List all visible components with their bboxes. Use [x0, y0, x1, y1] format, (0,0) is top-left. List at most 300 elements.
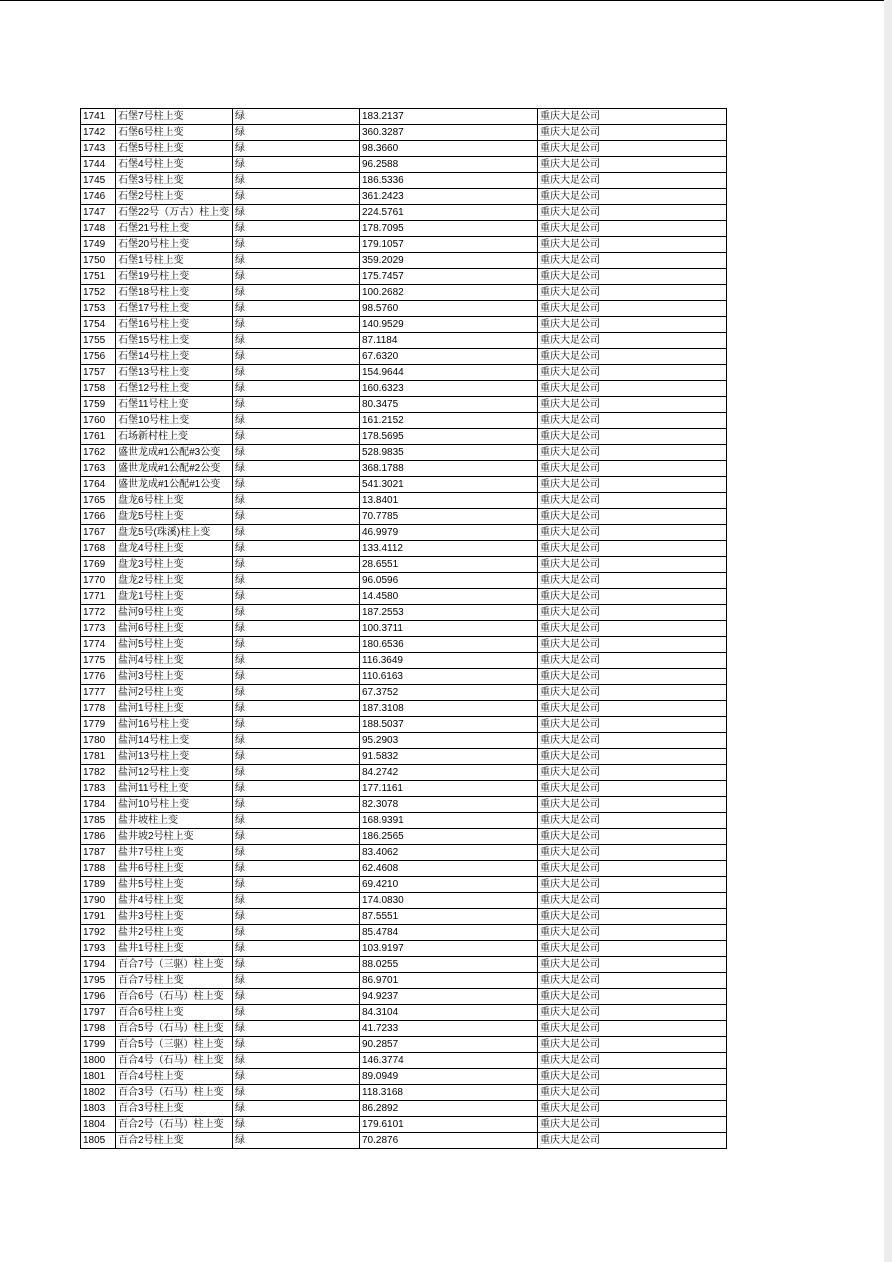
value-cell[interactable]: 98.5760: [360, 301, 538, 317]
status-color-cell[interactable]: 绿: [233, 765, 360, 781]
status-color-cell[interactable]: 绿: [233, 1133, 360, 1149]
company-cell[interactable]: 重庆大足公司: [538, 829, 727, 845]
status-color-cell[interactable]: 绿: [233, 541, 360, 557]
row-id-cell[interactable]: 1774: [81, 637, 116, 653]
value-cell[interactable]: 28.6551: [360, 557, 538, 573]
status-color-cell[interactable]: 绿: [233, 1021, 360, 1037]
company-cell[interactable]: 重庆大足公司: [538, 301, 727, 317]
row-id-cell[interactable]: 1788: [81, 861, 116, 877]
company-cell[interactable]: 重庆大足公司: [538, 1021, 727, 1037]
status-color-cell[interactable]: 绿: [233, 829, 360, 845]
transformer-name-cell[interactable]: 盘龙6号柱上变: [116, 493, 233, 509]
transformer-name-cell[interactable]: 盘龙3号柱上变: [116, 557, 233, 573]
transformer-name-cell[interactable]: 石堡19号柱上变: [116, 269, 233, 285]
value-cell[interactable]: 13.8401: [360, 493, 538, 509]
value-cell[interactable]: 67.6320: [360, 349, 538, 365]
status-color-cell[interactable]: 绿: [233, 397, 360, 413]
row-id-cell[interactable]: 1793: [81, 941, 116, 957]
transformer-name-cell[interactable]: 百合5号（石马）柱上变: [116, 1021, 233, 1037]
status-color-cell[interactable]: 绿: [233, 845, 360, 861]
value-cell[interactable]: 84.2742: [360, 765, 538, 781]
company-cell[interactable]: 重庆大足公司: [538, 653, 727, 669]
status-color-cell[interactable]: 绿: [233, 669, 360, 685]
transformer-name-cell[interactable]: 石堡7号柱上变: [116, 109, 233, 125]
transformer-name-cell[interactable]: 石堡17号柱上变: [116, 301, 233, 317]
status-color-cell[interactable]: 绿: [233, 605, 360, 621]
transformer-name-cell[interactable]: 百合2号（石马）柱上变: [116, 1117, 233, 1133]
status-color-cell[interactable]: 绿: [233, 205, 360, 221]
transformer-name-cell[interactable]: 盘龙5号(珠溪)柱上变: [116, 525, 233, 541]
row-id-cell[interactable]: 1795: [81, 973, 116, 989]
status-color-cell[interactable]: 绿: [233, 989, 360, 1005]
row-id-cell[interactable]: 1754: [81, 317, 116, 333]
status-color-cell[interactable]: 绿: [233, 685, 360, 701]
status-color-cell[interactable]: 绿: [233, 589, 360, 605]
row-id-cell[interactable]: 1800: [81, 1053, 116, 1069]
value-cell[interactable]: 90.2857: [360, 1037, 538, 1053]
row-id-cell[interactable]: 1779: [81, 717, 116, 733]
transformer-name-cell[interactable]: 石堡5号柱上变: [116, 141, 233, 157]
row-id-cell[interactable]: 1746: [81, 189, 116, 205]
company-cell[interactable]: 重庆大足公司: [538, 861, 727, 877]
transformer-name-cell[interactable]: 石堡11号柱上变: [116, 397, 233, 413]
company-cell[interactable]: 重庆大足公司: [538, 525, 727, 541]
company-cell[interactable]: 重庆大足公司: [538, 317, 727, 333]
status-color-cell[interactable]: 绿: [233, 733, 360, 749]
transformer-name-cell[interactable]: 百合6号柱上变: [116, 1005, 233, 1021]
value-cell[interactable]: 146.3774: [360, 1053, 538, 1069]
company-cell[interactable]: 重庆大足公司: [538, 157, 727, 173]
company-cell[interactable]: 重庆大足公司: [538, 1101, 727, 1117]
transformer-name-cell[interactable]: 盐井7号柱上变: [116, 845, 233, 861]
value-cell[interactable]: 180.6536: [360, 637, 538, 653]
value-cell[interactable]: 168.9391: [360, 813, 538, 829]
company-cell[interactable]: 重庆大足公司: [538, 285, 727, 301]
company-cell[interactable]: 重庆大足公司: [538, 493, 727, 509]
company-cell[interactable]: 重庆大足公司: [538, 429, 727, 445]
status-color-cell[interactable]: 绿: [233, 189, 360, 205]
status-color-cell[interactable]: 绿: [233, 461, 360, 477]
value-cell[interactable]: 177.1161: [360, 781, 538, 797]
transformer-name-cell[interactable]: 石堡18号柱上变: [116, 285, 233, 301]
value-cell[interactable]: 89.0949: [360, 1069, 538, 1085]
status-color-cell[interactable]: 绿: [233, 301, 360, 317]
value-cell[interactable]: 360.3287: [360, 125, 538, 141]
transformer-name-cell[interactable]: 百合2号柱上变: [116, 1133, 233, 1149]
transformer-name-cell[interactable]: 盐井1号柱上变: [116, 941, 233, 957]
company-cell[interactable]: 重庆大足公司: [538, 1117, 727, 1133]
row-id-cell[interactable]: 1802: [81, 1085, 116, 1101]
row-id-cell[interactable]: 1768: [81, 541, 116, 557]
transformer-name-cell[interactable]: 石堡21号柱上变: [116, 221, 233, 237]
value-cell[interactable]: 154.9644: [360, 365, 538, 381]
row-id-cell[interactable]: 1772: [81, 605, 116, 621]
company-cell[interactable]: 重庆大足公司: [538, 1069, 727, 1085]
status-color-cell[interactable]: 绿: [233, 909, 360, 925]
transformer-name-cell[interactable]: 石堡20号柱上变: [116, 237, 233, 253]
status-color-cell[interactable]: 绿: [233, 317, 360, 333]
row-id-cell[interactable]: 1755: [81, 333, 116, 349]
status-color-cell[interactable]: 绿: [233, 237, 360, 253]
company-cell[interactable]: 重庆大足公司: [538, 893, 727, 909]
value-cell[interactable]: 86.2892: [360, 1101, 538, 1117]
transformer-name-cell[interactable]: 盐井5号柱上变: [116, 877, 233, 893]
status-color-cell[interactable]: 绿: [233, 653, 360, 669]
status-color-cell[interactable]: 绿: [233, 925, 360, 941]
transformer-name-cell[interactable]: 石堡6号柱上变: [116, 125, 233, 141]
row-id-cell[interactable]: 1789: [81, 877, 116, 893]
status-color-cell[interactable]: 绿: [233, 781, 360, 797]
status-color-cell[interactable]: 绿: [233, 141, 360, 157]
value-cell[interactable]: 87.5551: [360, 909, 538, 925]
company-cell[interactable]: 重庆大足公司: [538, 589, 727, 605]
status-color-cell[interactable]: 绿: [233, 477, 360, 493]
row-id-cell[interactable]: 1803: [81, 1101, 116, 1117]
row-id-cell[interactable]: 1741: [81, 109, 116, 125]
status-color-cell[interactable]: 绿: [233, 573, 360, 589]
value-cell[interactable]: 82.3078: [360, 797, 538, 813]
transformer-name-cell[interactable]: 百合7号柱上变: [116, 973, 233, 989]
status-color-cell[interactable]: 绿: [233, 749, 360, 765]
company-cell[interactable]: 重庆大足公司: [538, 221, 727, 237]
value-cell[interactable]: 361.2423: [360, 189, 538, 205]
row-id-cell[interactable]: 1747: [81, 205, 116, 221]
value-cell[interactable]: 91.5832: [360, 749, 538, 765]
row-id-cell[interactable]: 1767: [81, 525, 116, 541]
value-cell[interactable]: 85.4784: [360, 925, 538, 941]
transformer-name-cell[interactable]: 盐河16号柱上变: [116, 717, 233, 733]
company-cell[interactable]: 重庆大足公司: [538, 1037, 727, 1053]
status-color-cell[interactable]: 绿: [233, 221, 360, 237]
value-cell[interactable]: 110.6163: [360, 669, 538, 685]
value-cell[interactable]: 118.3168: [360, 1085, 538, 1101]
company-cell[interactable]: 重庆大足公司: [538, 957, 727, 973]
company-cell[interactable]: 重庆大足公司: [538, 1053, 727, 1069]
company-cell[interactable]: 重庆大足公司: [538, 797, 727, 813]
company-cell[interactable]: 重庆大足公司: [538, 925, 727, 941]
status-color-cell[interactable]: 绿: [233, 125, 360, 141]
company-cell[interactable]: 重庆大足公司: [538, 733, 727, 749]
transformer-name-cell[interactable]: 盐井坡2号柱上变: [116, 829, 233, 845]
transformer-name-cell[interactable]: 石场新村柱上变: [116, 429, 233, 445]
status-color-cell[interactable]: 绿: [233, 1037, 360, 1053]
status-color-cell[interactable]: 绿: [233, 109, 360, 125]
row-id-cell[interactable]: 1753: [81, 301, 116, 317]
row-id-cell[interactable]: 1778: [81, 701, 116, 717]
value-cell[interactable]: 179.1057: [360, 237, 538, 253]
company-cell[interactable]: 重庆大足公司: [538, 973, 727, 989]
company-cell[interactable]: 重庆大足公司: [538, 765, 727, 781]
transformer-name-cell[interactable]: 石堡15号柱上变: [116, 333, 233, 349]
status-color-cell[interactable]: 绿: [233, 1085, 360, 1101]
status-color-cell[interactable]: 绿: [233, 285, 360, 301]
row-id-cell[interactable]: 1786: [81, 829, 116, 845]
value-cell[interactable]: 368.1788: [360, 461, 538, 477]
company-cell[interactable]: 重庆大足公司: [538, 397, 727, 413]
transformer-name-cell[interactable]: 盐井6号柱上变: [116, 861, 233, 877]
status-color-cell[interactable]: 绿: [233, 173, 360, 189]
value-cell[interactable]: 133.4112: [360, 541, 538, 557]
company-cell[interactable]: 重庆大足公司: [538, 381, 727, 397]
transformer-name-cell[interactable]: 盛世龙成#1公配#2公变: [116, 461, 233, 477]
row-id-cell[interactable]: 1770: [81, 573, 116, 589]
row-id-cell[interactable]: 1799: [81, 1037, 116, 1053]
value-cell[interactable]: 186.5336: [360, 173, 538, 189]
transformer-name-cell[interactable]: 石堡3号柱上变: [116, 173, 233, 189]
value-cell[interactable]: 94.9237: [360, 989, 538, 1005]
value-cell[interactable]: 179.6101: [360, 1117, 538, 1133]
value-cell[interactable]: 70.7785: [360, 509, 538, 525]
company-cell[interactable]: 重庆大足公司: [538, 989, 727, 1005]
row-id-cell[interactable]: 1759: [81, 397, 116, 413]
company-cell[interactable]: 重庆大足公司: [538, 269, 727, 285]
company-cell[interactable]: 重庆大足公司: [538, 573, 727, 589]
transformer-name-cell[interactable]: 石堡16号柱上变: [116, 317, 233, 333]
company-cell[interactable]: 重庆大足公司: [538, 781, 727, 797]
transformer-name-cell[interactable]: 石堡2号柱上变: [116, 189, 233, 205]
row-id-cell[interactable]: 1761: [81, 429, 116, 445]
row-id-cell[interactable]: 1785: [81, 813, 116, 829]
transformer-name-cell[interactable]: 盐河14号柱上变: [116, 733, 233, 749]
company-cell[interactable]: 重庆大足公司: [538, 333, 727, 349]
status-color-cell[interactable]: 绿: [233, 637, 360, 653]
value-cell[interactable]: 83.4062: [360, 845, 538, 861]
row-id-cell[interactable]: 1744: [81, 157, 116, 173]
value-cell[interactable]: 62.4608: [360, 861, 538, 877]
status-color-cell[interactable]: 绿: [233, 861, 360, 877]
status-color-cell[interactable]: 绿: [233, 365, 360, 381]
row-id-cell[interactable]: 1752: [81, 285, 116, 301]
transformer-name-cell[interactable]: 石堡13号柱上变: [116, 365, 233, 381]
status-color-cell[interactable]: 绿: [233, 333, 360, 349]
row-id-cell[interactable]: 1765: [81, 493, 116, 509]
value-cell[interactable]: 188.5037: [360, 717, 538, 733]
value-cell[interactable]: 160.6323: [360, 381, 538, 397]
transformer-name-cell[interactable]: 百合4号（石马）柱上变: [116, 1053, 233, 1069]
transformer-name-cell[interactable]: 盘龙4号柱上变: [116, 541, 233, 557]
row-id-cell[interactable]: 1775: [81, 653, 116, 669]
row-id-cell[interactable]: 1791: [81, 909, 116, 925]
status-color-cell[interactable]: 绿: [233, 797, 360, 813]
row-id-cell[interactable]: 1760: [81, 413, 116, 429]
value-cell[interactable]: 140.9529: [360, 317, 538, 333]
value-cell[interactable]: 187.3108: [360, 701, 538, 717]
company-cell[interactable]: 重庆大足公司: [538, 813, 727, 829]
row-id-cell[interactable]: 1780: [81, 733, 116, 749]
value-cell[interactable]: 116.3649: [360, 653, 538, 669]
company-cell[interactable]: 重庆大足公司: [538, 909, 727, 925]
value-cell[interactable]: 103.9197: [360, 941, 538, 957]
company-cell[interactable]: 重庆大足公司: [538, 189, 727, 205]
status-color-cell[interactable]: 绿: [233, 413, 360, 429]
value-cell[interactable]: 174.0830: [360, 893, 538, 909]
status-color-cell[interactable]: 绿: [233, 493, 360, 509]
row-id-cell[interactable]: 1750: [81, 253, 116, 269]
company-cell[interactable]: 重庆大足公司: [538, 413, 727, 429]
row-id-cell[interactable]: 1756: [81, 349, 116, 365]
transformer-name-cell[interactable]: 百合5号（三驱）柱上变: [116, 1037, 233, 1053]
row-id-cell[interactable]: 1762: [81, 445, 116, 461]
company-cell[interactable]: 重庆大足公司: [538, 141, 727, 157]
row-id-cell[interactable]: 1776: [81, 669, 116, 685]
value-cell[interactable]: 541.3021: [360, 477, 538, 493]
value-cell[interactable]: 100.3711: [360, 621, 538, 637]
status-color-cell[interactable]: 绿: [233, 1101, 360, 1117]
value-cell[interactable]: 187.2553: [360, 605, 538, 621]
transformer-name-cell[interactable]: 盐河4号柱上变: [116, 653, 233, 669]
transformer-name-cell[interactable]: 盐河12号柱上变: [116, 765, 233, 781]
value-cell[interactable]: 67.3752: [360, 685, 538, 701]
row-id-cell[interactable]: 1804: [81, 1117, 116, 1133]
row-id-cell[interactable]: 1748: [81, 221, 116, 237]
row-id-cell[interactable]: 1773: [81, 621, 116, 637]
row-id-cell[interactable]: 1743: [81, 141, 116, 157]
status-color-cell[interactable]: 绿: [233, 1069, 360, 1085]
value-cell[interactable]: 86.9701: [360, 973, 538, 989]
row-id-cell[interactable]: 1783: [81, 781, 116, 797]
status-color-cell[interactable]: 绿: [233, 621, 360, 637]
value-cell[interactable]: 359.2029: [360, 253, 538, 269]
transformer-name-cell[interactable]: 石堡14号柱上变: [116, 349, 233, 365]
transformer-name-cell[interactable]: 盐井坡柱上变: [116, 813, 233, 829]
company-cell[interactable]: 重庆大足公司: [538, 541, 727, 557]
company-cell[interactable]: 重庆大足公司: [538, 349, 727, 365]
value-cell[interactable]: 175.7457: [360, 269, 538, 285]
company-cell[interactable]: 重庆大足公司: [538, 557, 727, 573]
value-cell[interactable]: 84.3104: [360, 1005, 538, 1021]
transformer-name-cell[interactable]: 盐河13号柱上变: [116, 749, 233, 765]
transformer-name-cell[interactable]: 盐河5号柱上变: [116, 637, 233, 653]
status-color-cell[interactable]: 绿: [233, 253, 360, 269]
value-cell[interactable]: 100.2682: [360, 285, 538, 301]
row-id-cell[interactable]: 1766: [81, 509, 116, 525]
row-id-cell[interactable]: 1771: [81, 589, 116, 605]
status-color-cell[interactable]: 绿: [233, 557, 360, 573]
row-id-cell[interactable]: 1792: [81, 925, 116, 941]
company-cell[interactable]: 重庆大足公司: [538, 477, 727, 493]
transformer-name-cell[interactable]: 盛世龙成#1公配#1公变: [116, 477, 233, 493]
company-cell[interactable]: 重庆大足公司: [538, 717, 727, 733]
status-color-cell[interactable]: 绿: [233, 1117, 360, 1133]
company-cell[interactable]: 重庆大足公司: [538, 1133, 727, 1149]
status-color-cell[interactable]: 绿: [233, 701, 360, 717]
company-cell[interactable]: 重庆大足公司: [538, 445, 727, 461]
transformer-name-cell[interactable]: 石堡1号柱上变: [116, 253, 233, 269]
transformer-name-cell[interactable]: 盐井4号柱上变: [116, 893, 233, 909]
row-id-cell[interactable]: 1797: [81, 1005, 116, 1021]
company-cell[interactable]: 重庆大足公司: [538, 109, 727, 125]
row-id-cell[interactable]: 1749: [81, 237, 116, 253]
status-color-cell[interactable]: 绿: [233, 349, 360, 365]
value-cell[interactable]: 96.2588: [360, 157, 538, 173]
transformer-name-cell[interactable]: 石堡22号（万古）柱上变: [116, 205, 233, 221]
value-cell[interactable]: 46.9979: [360, 525, 538, 541]
value-cell[interactable]: 224.5761: [360, 205, 538, 221]
value-cell[interactable]: 98.3660: [360, 141, 538, 157]
value-cell[interactable]: 87.1184: [360, 333, 538, 349]
transformer-name-cell[interactable]: 盐河3号柱上变: [116, 669, 233, 685]
transformer-name-cell[interactable]: 盐河2号柱上变: [116, 685, 233, 701]
transformer-name-cell[interactable]: 百合3号（石马）柱上变: [116, 1085, 233, 1101]
value-cell[interactable]: 161.2152: [360, 413, 538, 429]
company-cell[interactable]: 重庆大足公司: [538, 877, 727, 893]
status-color-cell[interactable]: 绿: [233, 157, 360, 173]
status-color-cell[interactable]: 绿: [233, 813, 360, 829]
status-color-cell[interactable]: 绿: [233, 973, 360, 989]
row-id-cell[interactable]: 1796: [81, 989, 116, 1005]
status-color-cell[interactable]: 绿: [233, 509, 360, 525]
row-id-cell[interactable]: 1777: [81, 685, 116, 701]
company-cell[interactable]: 重庆大足公司: [538, 621, 727, 637]
status-color-cell[interactable]: 绿: [233, 957, 360, 973]
company-cell[interactable]: 重庆大足公司: [538, 637, 727, 653]
status-color-cell[interactable]: 绿: [233, 429, 360, 445]
row-id-cell[interactable]: 1805: [81, 1133, 116, 1149]
transformer-name-cell[interactable]: 石堡10号柱上变: [116, 413, 233, 429]
transformer-name-cell[interactable]: 盐河11号柱上变: [116, 781, 233, 797]
row-id-cell[interactable]: 1784: [81, 797, 116, 813]
row-id-cell[interactable]: 1763: [81, 461, 116, 477]
value-cell[interactable]: 96.0596: [360, 573, 538, 589]
value-cell[interactable]: 80.3475: [360, 397, 538, 413]
row-id-cell[interactable]: 1790: [81, 893, 116, 909]
transformer-name-cell[interactable]: 盘龙5号柱上变: [116, 509, 233, 525]
transformer-name-cell[interactable]: 石堡12号柱上变: [116, 381, 233, 397]
row-id-cell[interactable]: 1745: [81, 173, 116, 189]
row-id-cell[interactable]: 1794: [81, 957, 116, 973]
transformer-name-cell[interactable]: 百合7号（三驱）柱上变: [116, 957, 233, 973]
status-color-cell[interactable]: 绿: [233, 381, 360, 397]
company-cell[interactable]: 重庆大足公司: [538, 509, 727, 525]
status-color-cell[interactable]: 绿: [233, 1005, 360, 1021]
company-cell[interactable]: 重庆大足公司: [538, 461, 727, 477]
row-id-cell[interactable]: 1757: [81, 365, 116, 381]
company-cell[interactable]: 重庆大足公司: [538, 701, 727, 717]
status-color-cell[interactable]: 绿: [233, 445, 360, 461]
company-cell[interactable]: 重庆大足公司: [538, 125, 727, 141]
status-color-cell[interactable]: 绿: [233, 877, 360, 893]
company-cell[interactable]: 重庆大足公司: [538, 205, 727, 221]
value-cell[interactable]: 178.5695: [360, 429, 538, 445]
value-cell[interactable]: 528.9835: [360, 445, 538, 461]
row-id-cell[interactable]: 1782: [81, 765, 116, 781]
row-id-cell[interactable]: 1764: [81, 477, 116, 493]
transformer-name-cell[interactable]: 盐河6号柱上变: [116, 621, 233, 637]
status-color-cell[interactable]: 绿: [233, 525, 360, 541]
company-cell[interactable]: 重庆大足公司: [538, 365, 727, 381]
transformer-name-cell[interactable]: 盘龙1号柱上变: [116, 589, 233, 605]
transformer-name-cell[interactable]: 百合6号（石马）柱上变: [116, 989, 233, 1005]
value-cell[interactable]: 186.2565: [360, 829, 538, 845]
transformer-name-cell[interactable]: 盛世龙成#1公配#3公变: [116, 445, 233, 461]
company-cell[interactable]: 重庆大足公司: [538, 685, 727, 701]
company-cell[interactable]: 重庆大足公司: [538, 845, 727, 861]
value-cell[interactable]: 14.4580: [360, 589, 538, 605]
row-id-cell[interactable]: 1751: [81, 269, 116, 285]
company-cell[interactable]: 重庆大足公司: [538, 1005, 727, 1021]
value-cell[interactable]: 88.0255: [360, 957, 538, 973]
transformer-name-cell[interactable]: 盘龙2号柱上变: [116, 573, 233, 589]
company-cell[interactable]: 重庆大足公司: [538, 173, 727, 189]
row-id-cell[interactable]: 1798: [81, 1021, 116, 1037]
company-cell[interactable]: 重庆大足公司: [538, 669, 727, 685]
company-cell[interactable]: 重庆大足公司: [538, 941, 727, 957]
transformer-name-cell[interactable]: 石堡4号柱上变: [116, 157, 233, 173]
row-id-cell[interactable]: 1787: [81, 845, 116, 861]
transformer-name-cell[interactable]: 盐河1号柱上变: [116, 701, 233, 717]
transformer-name-cell[interactable]: 盐井2号柱上变: [116, 925, 233, 941]
row-id-cell[interactable]: 1758: [81, 381, 116, 397]
